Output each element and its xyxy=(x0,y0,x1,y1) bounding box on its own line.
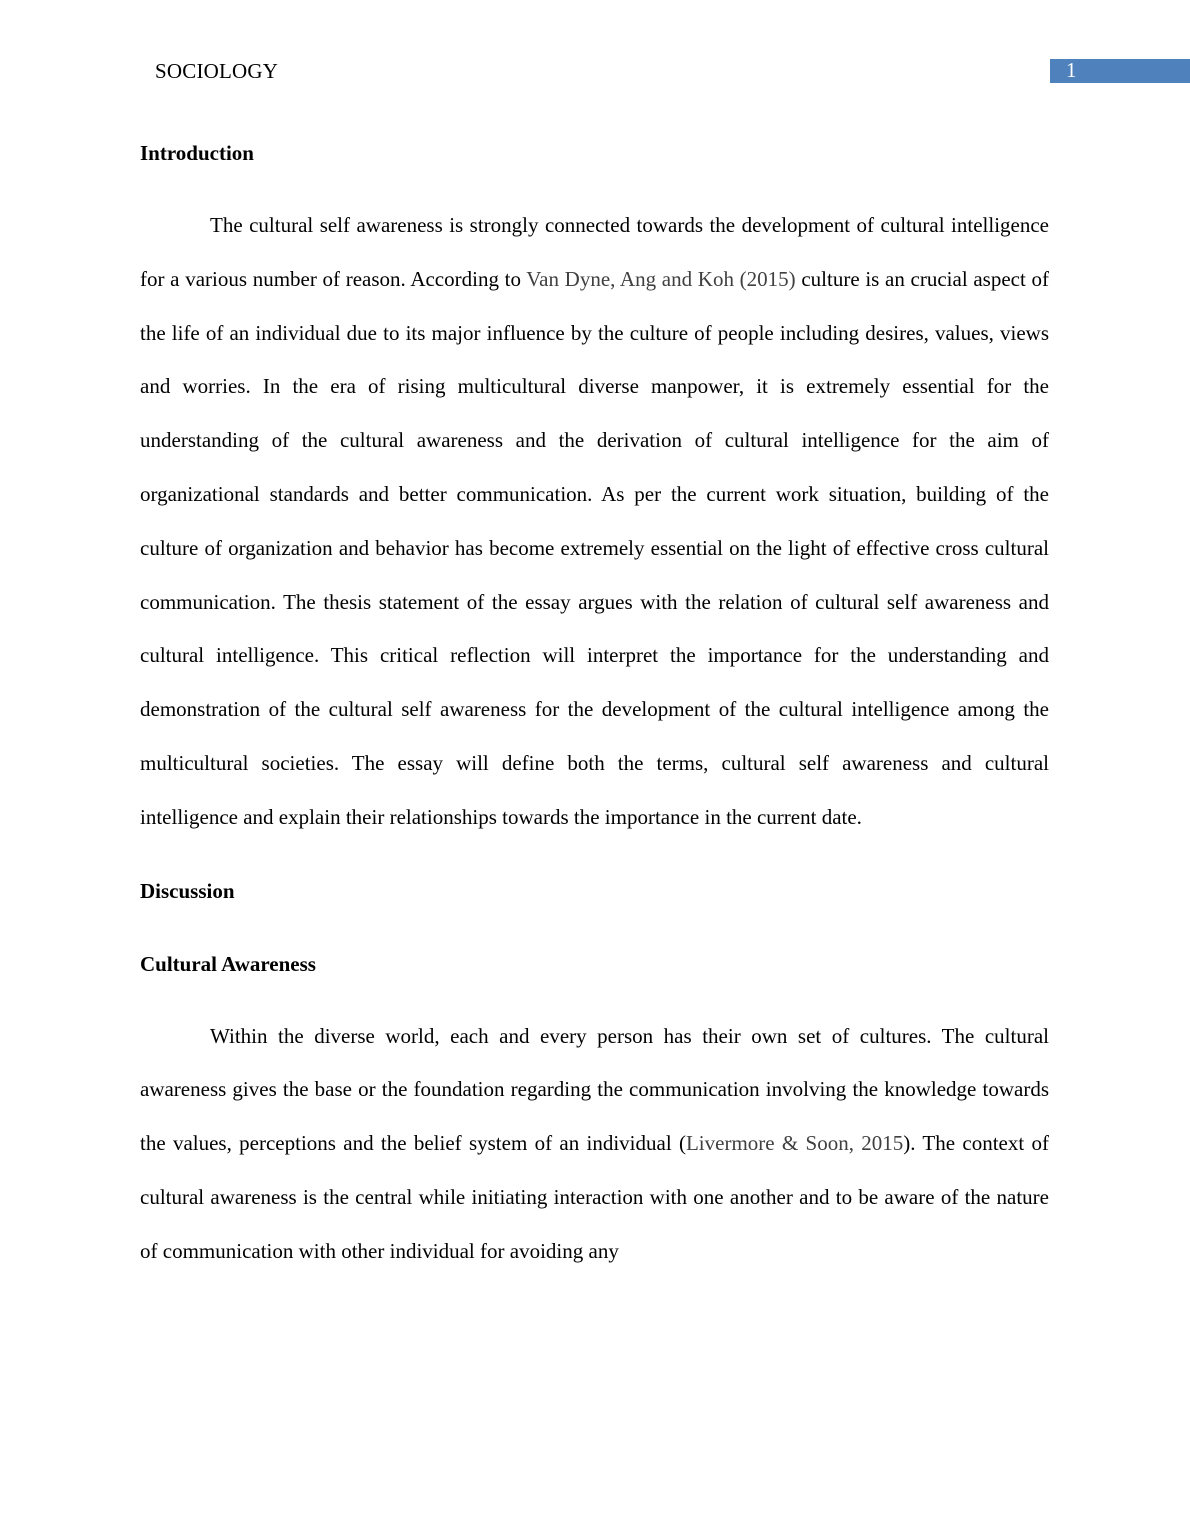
paragraph-text: culture is an crucial aspect of the life of an individual due to its major influence by the culture of people including desires, values, views and worries. In the era of rising multicultural diverse manpower, it is extremely essential for the understanding of the cultural awareness and the derivation of cultural intelligence for the aim of organizational standards and better communication. As per the current work situation, building of the culture of organization and behavior has become extremely essential on the light of effective cross cultural communication. The thesis statement of the essay argues with the relation of cultural self awareness and cultural intelligence. This critical reflection will interpret the importance for the understanding and demonstration of the cultural self awareness for the development of the cultural intelligence among the multicultural societies. The essay will define both the terms, cultural self awareness and cultural intelligence and explain their relationships towards the importance in the current date. xyxy=(140,266,1050,829)
paragraph-cultural-awareness xyxy=(140,1010,1049,1279)
paragraph-introduction xyxy=(140,199,1049,845)
heading-discussion: Discussion xyxy=(140,878,235,903)
document-body xyxy=(140,126,1049,1298)
page-number: 1 xyxy=(1066,58,1077,82)
paragraph-text: Within the diverse world, each and every person has their own set of cultures. The cultural awareness gives the base or the foundation regarding the communication involving the knowledge towards the values, perceptions and the belief system of an individual ( xyxy=(140,1023,1049,1156)
running-head: SOCIOLOGY xyxy=(155,59,279,83)
heading-cultural-awareness: Cultural Awareness xyxy=(140,951,316,976)
page-number-bar xyxy=(1050,59,1190,83)
citation: Livermore & Soon, 2015 xyxy=(685,1131,904,1156)
paragraph-text: The cultural self awareness is strongly connected towards the development of cultural intelligence for a various number of reason. According to xyxy=(140,213,1049,291)
citation: Van Dyne, Ang and Koh (2015) xyxy=(526,266,796,291)
heading-introduction: Introduction xyxy=(140,141,254,165)
paragraph-text: ). The context of cultural awareness is the central while initiating interaction with one another and to be aware of the nature of communication with other individual for avoiding any xyxy=(140,1131,1049,1263)
